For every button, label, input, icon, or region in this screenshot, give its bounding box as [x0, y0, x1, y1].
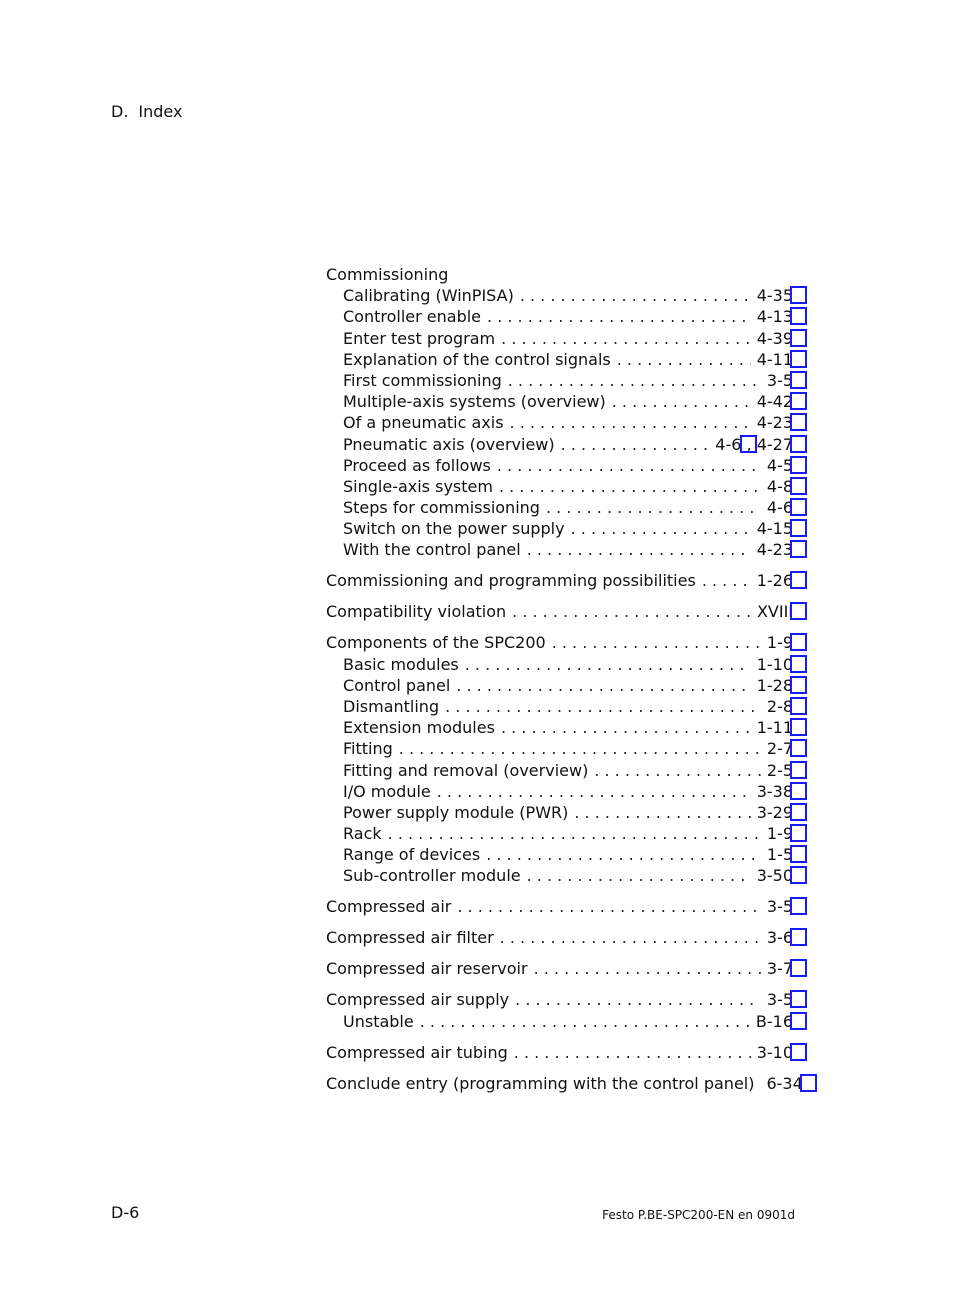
entry-label: Steps for commissioning [343, 498, 540, 518]
link-marker-box[interactable] [740, 435, 757, 453]
entry-label: Single-axis system [343, 476, 493, 496]
index-group [326, 958, 793, 979]
page-reference-link[interactable] [757, 654, 793, 675]
index-entry [326, 1042, 793, 1063]
link-marker-box[interactable] [790, 824, 807, 842]
page-reference-text: 4-8 [766, 476, 793, 496]
page-reference-text: 4-42 [756, 392, 793, 412]
entry-label: Explanation of the control signals [343, 349, 611, 369]
page-reference-link[interactable] [757, 570, 793, 591]
index-entry [326, 264, 793, 285]
dot-leader [514, 1042, 751, 1063]
page-reference-text: 3-5 [766, 990, 793, 1010]
dot-leader [437, 781, 751, 802]
index-subentry [326, 802, 793, 823]
page-reference-link[interactable] [767, 760, 793, 781]
index-group [326, 1042, 793, 1063]
link-marker-box[interactable] [800, 1074, 817, 1092]
page-reference-text: 3-10 [756, 1042, 793, 1062]
index-group [326, 632, 793, 886]
entry-label: Controller enable [343, 307, 482, 327]
link-marker-box[interactable] [790, 697, 807, 715]
index-group [326, 570, 793, 591]
page-reference-text: 3-38 [756, 781, 793, 801]
link-marker-box[interactable] [790, 739, 807, 757]
dot-leader [457, 896, 761, 917]
page-reference-text: 1-5 [766, 845, 793, 865]
page-reference-text: 1-9 [766, 633, 793, 653]
link-marker-box[interactable] [790, 1043, 807, 1061]
index-subentry [326, 654, 793, 675]
index-entry [326, 989, 793, 1010]
index-subentry [326, 717, 793, 738]
entry-label: Fitting and removal (overview) [343, 760, 589, 780]
page-reference-text: 1-9 [766, 824, 793, 844]
index-subentry [326, 370, 793, 391]
index-entry [326, 570, 793, 591]
link-marker-box[interactable] [790, 435, 807, 453]
section-letter: D. [111, 102, 129, 121]
dot-leader [546, 497, 761, 518]
entry-label: Switch on the power supply [343, 519, 565, 539]
link-marker-box[interactable] [790, 676, 807, 694]
index-subentry [326, 865, 793, 886]
entry-label: Compressed air [326, 897, 452, 917]
entry-label: First commissioning [343, 370, 502, 390]
index-list [326, 264, 803, 1104]
index-subentry [326, 781, 793, 802]
dot-leader [512, 601, 751, 622]
dot-leader [508, 370, 761, 391]
page-reference-text: 4-23 [756, 540, 793, 560]
page-reference-link[interactable] [715, 434, 793, 455]
page-reference-link[interactable] [756, 1011, 793, 1032]
dot-leader [487, 306, 751, 327]
index-subentry [326, 539, 793, 560]
index-subentry [326, 391, 793, 412]
page-reference-text: 1-26 [756, 571, 793, 591]
page-reference-text: B-16 [755, 1011, 793, 1031]
entry-label: Compatibility violation [326, 602, 507, 622]
page-reference-link[interactable] [767, 927, 793, 948]
link-marker-box[interactable] [790, 718, 807, 736]
page-reference-link[interactable] [757, 802, 793, 823]
entry-label: With the control panel [343, 540, 521, 560]
dot-leader [501, 328, 751, 349]
page-reference-link[interactable] [767, 632, 793, 653]
dot-leader [388, 823, 761, 844]
entry-label: Sub-controller module [343, 866, 521, 886]
page-reference-link[interactable] [757, 675, 793, 696]
page-reference-text: 3-7 [766, 959, 793, 979]
index-subentry [326, 434, 793, 455]
page-reference-link[interactable] [757, 306, 793, 327]
index-subentry [326, 455, 793, 476]
page-reference-text: 3-5 [766, 897, 793, 917]
page-reference-link[interactable] [767, 896, 793, 917]
entry-label: Power supply module (PWR) [343, 802, 569, 822]
index-group [326, 927, 793, 948]
index-entry [326, 1073, 803, 1094]
dot-leader [594, 760, 761, 781]
link-marker-box[interactable] [790, 413, 807, 431]
page-reference-link[interactable] [757, 1042, 793, 1063]
entry-label: Unstable [343, 1011, 414, 1031]
link-marker-box[interactable] [790, 286, 807, 304]
link-marker-box[interactable] [790, 456, 807, 474]
page-reference-text: 1-10 [756, 654, 793, 674]
index-subentry [326, 412, 793, 433]
dot-leader [561, 434, 710, 455]
index-entry [326, 958, 793, 979]
link-marker-box[interactable] [790, 928, 807, 946]
page-reference-link[interactable] [767, 370, 793, 391]
dot-leader [465, 654, 751, 675]
dot-leader [527, 539, 751, 560]
index-subentry [326, 476, 793, 497]
entry-label: Proceed as follows [343, 455, 491, 475]
page-reference-text: 4-35 [756, 286, 793, 306]
document-reference: Festo P.BE-SPC200-EN en 0901d [602, 1208, 795, 1222]
link-marker-box[interactable] [790, 782, 807, 800]
page-number: D-6 [111, 1203, 140, 1222]
dot-leader [486, 844, 761, 865]
page-reference-link[interactable] [757, 285, 793, 306]
index-subentry [326, 823, 793, 844]
index-subentry [326, 328, 793, 349]
entry-label: Control panel [343, 675, 451, 695]
link-marker-box[interactable] [790, 866, 807, 884]
link-marker-box[interactable] [790, 959, 807, 977]
page-reference-link[interactable] [767, 738, 793, 759]
page-reference-link[interactable] [757, 539, 793, 560]
dot-leader [399, 738, 761, 759]
page-reference-link[interactable] [757, 781, 793, 802]
entry-label: Conclude entry (programming with the control panel) [326, 1073, 755, 1093]
entry-label: Compressed air tubing [326, 1042, 508, 1062]
index-entry [326, 927, 793, 948]
index-subentry [326, 1011, 793, 1032]
page-reference-link[interactable] [757, 865, 793, 886]
dot-leader [515, 989, 761, 1010]
link-marker-box[interactable] [790, 761, 807, 779]
index-group [326, 896, 793, 917]
link-marker-box[interactable] [790, 602, 807, 620]
page-reference-text: 4-5 [766, 455, 793, 475]
page-reference-text: 4-11 [756, 349, 793, 369]
link-marker-box[interactable] [790, 477, 807, 495]
page-header [111, 102, 182, 121]
entry-label: Calibrating (WinPISA) [343, 286, 514, 306]
page-reference-link[interactable] [757, 391, 793, 412]
dot-leader [571, 518, 751, 539]
page-reference-text: 1-11 [756, 718, 793, 738]
entry-label: Commissioning and programming possibilities [326, 571, 696, 591]
index-group [326, 601, 793, 622]
page-reference-link[interactable] [757, 717, 793, 738]
index-subentry [326, 844, 793, 865]
dot-leader [702, 570, 751, 591]
page-reference-text: 2-7 [766, 739, 793, 759]
entry-label: I/O module [343, 781, 431, 801]
link-marker-box[interactable] [790, 655, 807, 673]
link-marker-box[interactable] [790, 307, 807, 325]
link-marker-box[interactable] [790, 803, 807, 821]
link-marker-box[interactable] [790, 498, 807, 516]
entry-label: Compressed air reservoir [326, 959, 528, 979]
link-marker-box[interactable] [790, 519, 807, 537]
dot-leader [456, 675, 750, 696]
entry-label: Compressed air filter [326, 928, 494, 948]
entry-label: Of a pneumatic axis [343, 413, 504, 433]
page-reference-link[interactable] [767, 958, 793, 979]
dot-leader [612, 391, 751, 412]
link-marker-box[interactable] [790, 633, 807, 651]
entry-label: Pneumatic axis (overview) [343, 434, 555, 454]
dot-leader [445, 696, 761, 717]
page-reference-text: 4-39 [756, 328, 793, 348]
page-reference-text: 4-13 [756, 307, 793, 327]
entry-label: Compressed air supply [326, 990, 510, 1010]
index-entry [326, 632, 793, 653]
link-marker-box[interactable] [790, 392, 807, 410]
dot-leader [527, 865, 751, 886]
page-reference-link[interactable] [767, 455, 793, 476]
link-marker-box[interactable] [790, 571, 807, 589]
page-reference-link[interactable] [767, 823, 793, 844]
link-marker-box[interactable] [790, 990, 807, 1008]
page-reference-link[interactable] [757, 412, 793, 433]
page-reference-link[interactable] [757, 518, 793, 539]
dot-leader [497, 455, 761, 476]
entry-label: Enter test program [343, 328, 496, 348]
entry-label: Commissioning [326, 265, 449, 284]
entry-label: Range of devices [343, 845, 481, 865]
index-entry [326, 601, 793, 622]
page-reference-link[interactable] [757, 349, 793, 370]
page-reference-link[interactable] [767, 497, 793, 518]
link-marker-box[interactable] [790, 371, 807, 389]
entry-label: Basic modules [343, 654, 459, 674]
page-reference-link[interactable] [767, 696, 793, 717]
page-reference-text: 3-6 [766, 928, 793, 948]
link-marker-box[interactable] [790, 1012, 807, 1030]
entry-label: Dismantling [343, 696, 440, 716]
dot-leader [552, 632, 761, 653]
entry-label: Fitting [343, 739, 393, 759]
link-marker-box[interactable] [790, 897, 807, 915]
page-reference-link[interactable] [766, 1073, 802, 1094]
index-subentry [326, 497, 793, 518]
entry-label: Rack [343, 824, 382, 844]
index-subentry [326, 285, 793, 306]
page-reference-link[interactable] [767, 989, 793, 1010]
page-reference-link[interactable] [767, 844, 793, 865]
dot-leader [574, 802, 750, 823]
index-group [326, 1073, 803, 1094]
dot-leader [510, 412, 751, 433]
index-entry [326, 896, 793, 917]
dot-leader [534, 958, 761, 979]
page-reference-text: 6-34 [766, 1073, 803, 1093]
dot-leader [420, 1011, 750, 1032]
index-subentry [326, 738, 793, 759]
page-reference-text: 4-23 [756, 413, 793, 433]
page-reference-text: 4-6 , 4-27 [715, 434, 793, 454]
dot-leader [501, 717, 751, 738]
entry-label: Components of the SPC200 [326, 633, 546, 653]
index-subentry [326, 760, 793, 781]
entry-label: Extension modules [343, 718, 495, 738]
index-subentry [326, 349, 793, 370]
page-reference-text: 3-29 [756, 802, 793, 822]
link-marker-box[interactable] [790, 540, 807, 558]
entry-label: Multiple-axis systems (overview) [343, 392, 606, 412]
page-reference-text: 4-6 [766, 498, 793, 518]
dot-leader [617, 349, 751, 370]
dot-leader [499, 476, 761, 497]
link-marker-box[interactable] [790, 845, 807, 863]
section-title: Index [138, 102, 183, 121]
page-reference-link[interactable] [757, 328, 793, 349]
index-subentry [326, 518, 793, 539]
page-reference-text: 4-15 [756, 519, 793, 539]
page-reference-text: 3-5 [766, 370, 793, 390]
page-reference-text: 1-28 [756, 675, 793, 695]
dot-leader [500, 927, 761, 948]
page-reference-link[interactable] [757, 601, 793, 622]
index-group [326, 264, 793, 561]
dot-leader [520, 285, 751, 306]
page-reference-text: 2-5 [766, 760, 793, 780]
page-reference-link[interactable] [767, 476, 793, 497]
index-subentry [326, 696, 793, 717]
link-marker-box[interactable] [790, 329, 807, 347]
page-reference-text: XVIII [756, 602, 793, 622]
page-reference-text: 3-50 [756, 866, 793, 886]
page-reference-text: 2-8 [766, 696, 793, 716]
index-subentry [326, 675, 793, 696]
index-group [326, 989, 793, 1031]
link-marker-box[interactable] [790, 350, 807, 368]
index-subentry [326, 306, 793, 327]
